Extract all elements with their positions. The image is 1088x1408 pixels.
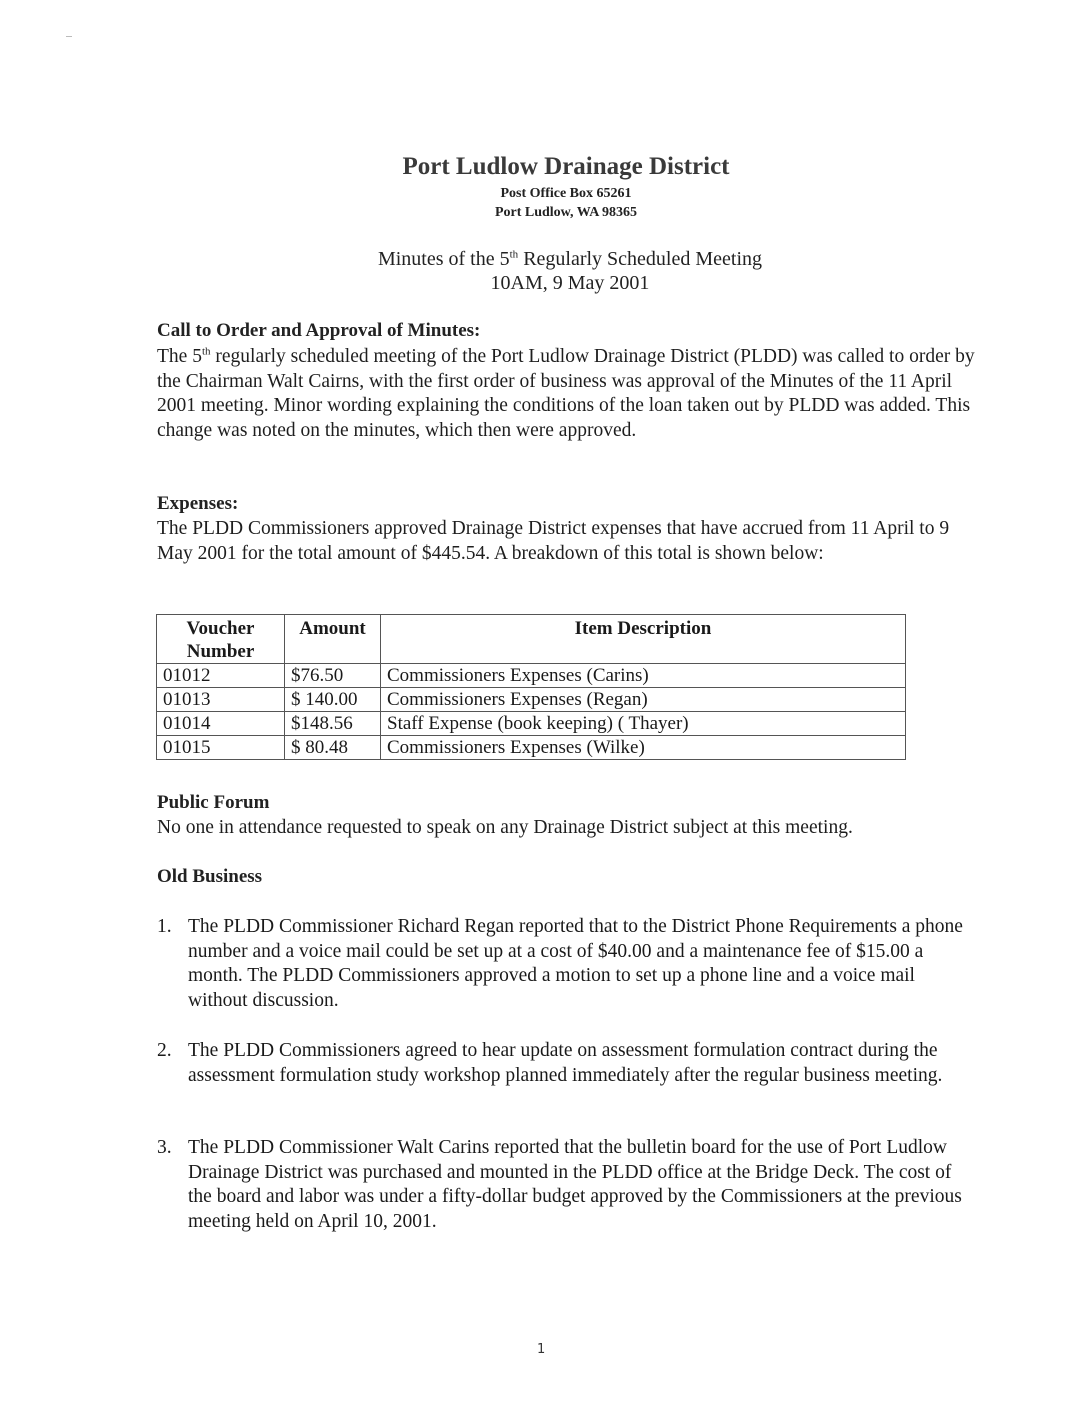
- item-number: 2.: [157, 1040, 172, 1061]
- table-row: [157, 736, 906, 760]
- amount: $76.50: [285, 664, 381, 688]
- call-to-order-pre: The 5: [157, 346, 202, 367]
- item-number: 3.: [157, 1137, 172, 1158]
- address-line-2: Port Ludlow, WA 98365: [494, 205, 638, 220]
- amount: $ 140.00: [285, 688, 381, 712]
- minutes-title-pre: Minutes of the 5: [377, 248, 510, 270]
- item-description: Staff Expense (book keeping) ( Thayer): [381, 712, 906, 736]
- organization-title: Port Ludlow Drainage District: [402, 153, 730, 180]
- call-to-order-heading: Call to Order and Approval of Minutes:: [157, 320, 481, 341]
- expenses-heading: Expenses:: [157, 493, 239, 514]
- minutes-title-post: Regularly Scheduled Meeting: [518, 248, 763, 270]
- old-business-heading: Old Business: [157, 866, 263, 887]
- page-number: 1: [537, 1342, 546, 1357]
- table-row: [157, 664, 906, 688]
- meeting-datetime: 10AM, 9 May 2001: [490, 272, 650, 294]
- table-row: [157, 712, 906, 736]
- expenses-text: The PLDD Commissioners approved Drainage District expenses that have accrued from 11 April to 9 May 2001 for the total amount of $445.54. A breakdown of this total is shown below:: [157, 518, 950, 564]
- item-description: Commissioners Expenses (Regan): [381, 688, 906, 712]
- public-forum-text: No one in attendance requested to speak on any Drainage District subject at this meeting.: [157, 817, 853, 838]
- header-amount: Amount: [285, 615, 381, 664]
- header-voucher-number: Voucher Number: [157, 615, 285, 664]
- voucher-number: 01012: [157, 664, 285, 688]
- call-to-order-post: regularly scheduled meeting of the Port Ludlow Drainage District (PLDD) was called to order by the Chairman Walt Cairns, with the first order of business was approval of the Minutes of the 11 April 2001 meeting. Minor wording explaining the conditions of the loan taken out by PLDD was added. This change was noted on the minutes, which then were approved.: [157, 346, 975, 441]
- voucher-number: 01015: [157, 736, 285, 760]
- amount: $148.56: [285, 712, 381, 736]
- minutes-title-sup: th: [509, 248, 519, 261]
- amount: $ 80.48: [285, 736, 381, 760]
- expenses-table-header-row: [157, 615, 906, 664]
- item-text: The PLDD Commissioner Walt Carins reported that the bulletin board for the use of Port Ludlow Drainage District was purchased and mounted in the PLDD office at the Bridge Deck. The cost of the board and labor was under a fifty-dollar budget approved by the Commissioners at the previous meeting held on April 10, 2001.: [188, 1137, 962, 1232]
- minutes-title: [0, 248, 1088, 271]
- scan-speck: [66, 36, 72, 37]
- address-line-1: Post Office Box 65261: [500, 186, 632, 201]
- expenses-table: [156, 614, 906, 760]
- call-to-order-sup: th: [201, 345, 211, 358]
- item-description: Commissioners Expenses (Carins): [381, 664, 906, 688]
- call-to-order-text: [157, 345, 977, 443]
- header-item-description: Item Description: [381, 615, 906, 664]
- item-text: The PLDD Commissioners agreed to hear update on assessment formulation contract during the assessment formulation study workshop planned immediately after the regular business meeting.: [188, 1040, 943, 1086]
- item-description: Commissioners Expenses (Wilke): [381, 736, 906, 760]
- public-forum-heading: Public Forum: [157, 792, 270, 813]
- item-number: 1.: [157, 916, 172, 937]
- item-text: The PLDD Commissioner Richard Regan reported that to the District Phone Requirements a phone number and a voice mail could be set up at a cost of $40.00 and a maintenance fee of $15.00 a month. The PLDD Commissioners approved a motion to set up a phone line and a voice mail without discussion.: [188, 916, 963, 1011]
- voucher-number: 01014: [157, 712, 285, 736]
- table-row: [157, 688, 906, 712]
- voucher-number: 01013: [157, 688, 285, 712]
